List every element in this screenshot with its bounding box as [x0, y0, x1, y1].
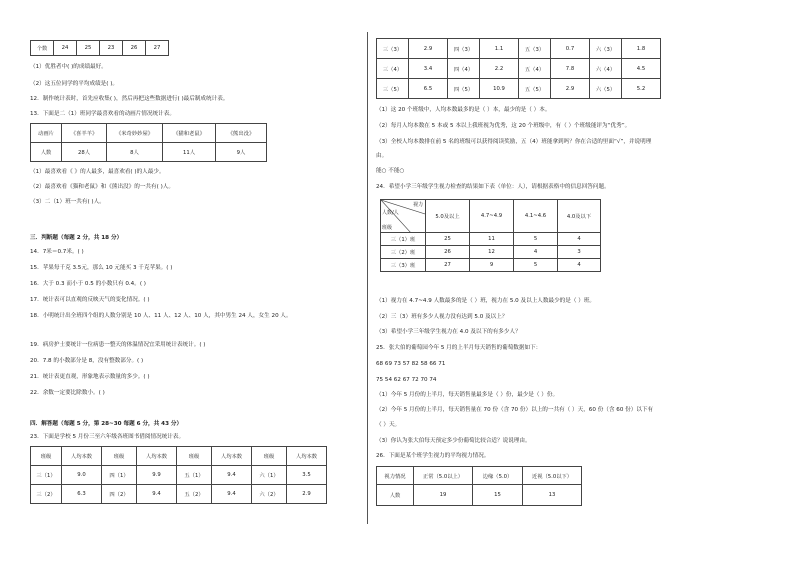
q18: 18．小明统计出全班四个组的人数分别是 10 人、11 人、12 人、10 人，其中男生 24 人，女生 20 人。 — [30, 313, 292, 319]
section3-title: 三．判断题（每题 2 分，共 18 分） — [30, 235, 123, 241]
q24-part3: （3）希望小学三年级学生视力在 4.0 及以下的有多少人？ — [376, 329, 521, 335]
cartoon-value: 11人 — [163, 143, 216, 162]
borrow-cell: 四（3） — [448, 39, 480, 59]
eye-table — [376, 466, 582, 506]
table-row — [377, 59, 661, 79]
q23-part3: （3）全校人均本数排在前 5 名的班级可以获得阅读奖励，五（4）班能拿到吗？你在合适的里面“√”，并说明理 — [376, 139, 652, 145]
vision-header: 4.0及以下 — [558, 200, 601, 233]
vision-cell: 11 — [470, 233, 514, 246]
q17: 17．统计表可以直观的反映天气的变化情况。( ) — [30, 297, 150, 303]
eye-value: 15 — [473, 485, 523, 506]
table-row — [377, 79, 661, 99]
q24-part1: （1）视力在 4.7~4.9 人数最多的是（ ）班，视力在 5.0 及以上人数最少的是（ ）班。 — [376, 298, 596, 304]
vision-cell: 三（1）班 — [381, 233, 426, 246]
eye-value: 13 — [523, 485, 582, 506]
q25-part3: （3）你认为张大伯每天预定多少份葡萄比较合适？说说理由。 — [376, 438, 531, 444]
q23-part2: （2）每月人均本数在 5 本或 5 本以上我班视为优秀，这 20 个班级中，有（ ）个班级能评为“优秀”。 — [376, 123, 631, 129]
borrow-header: 人均本数 — [287, 447, 327, 466]
borrow-header: 班级 — [31, 447, 62, 466]
table-row — [377, 485, 582, 506]
corner-top: 视力 — [412, 202, 423, 208]
q13-intro: 13．下面是二（1）班同学最喜欢看的动画片情况统计表。 — [30, 111, 175, 117]
borrow-header: 人均本数 — [62, 447, 102, 466]
q11-part2: （2）这五位同学的平均成绩是( )。 — [30, 81, 119, 87]
vision-cell: 26 — [426, 246, 470, 259]
borrow-cell: 1.8 — [622, 39, 661, 59]
vision-cell: 25 — [426, 233, 470, 246]
q20: 20．7.8 的小数部分是 8，没有整数部分。( ) — [30, 358, 144, 364]
q13-part3: （3）二（1）班一共有( )人。 — [30, 199, 105, 205]
q22: 22．余数一定要比除数小。( ) — [30, 390, 105, 396]
borrow-cell: 四（1） — [102, 466, 137, 485]
q23-part3-cont: 由。 — [376, 153, 388, 159]
cartoon-row-label: 人数 — [31, 143, 62, 162]
q23-choice: 能○ 不能○ — [376, 168, 405, 174]
cartoon-header: 《喜羊羊》 — [62, 124, 107, 143]
cartoon-table — [30, 123, 267, 162]
q15: 15．苹果每千克 3.5元，那么 10 元能买 3 千克苹果。( ) — [30, 265, 173, 271]
borrow-cell: 6.3 — [62, 485, 102, 504]
borrow-cell: 五（2） — [177, 485, 212, 504]
borrow-cell: 5.2 — [622, 79, 661, 99]
counts-table — [30, 40, 169, 56]
borrow-cell: 6.5 — [409, 79, 448, 99]
borrow-cell: 10.9 — [480, 79, 519, 99]
q19: 19．病房护士要统计一位病患一整天的体温情况宜采用统计表统计。( ) — [30, 342, 206, 348]
vision-cell: 27 — [426, 259, 470, 272]
q14: 14．7米＝0.7米。( ) — [30, 249, 84, 255]
q16: 16．大于 0.3 而小于 0.5 的小数只有 0.4。( ) — [30, 281, 146, 287]
borrow-header: 班级 — [102, 447, 137, 466]
q25-part1: （1）今年 5 月份的上半月，每天销售量最多是（ ）份，最少是（ ）份。 — [376, 392, 559, 398]
corner-bottom: 班级 — [382, 225, 393, 231]
q24-intro: 24．希望小学三年级学生视力检查的结果如下表（单位：人），请根据表格中的信息回答问题。 — [376, 184, 610, 190]
section4-title: 四．解答题（每题 5 分，第 28~30 每题 6 分，共 43 分） — [30, 421, 183, 427]
borrow-cell: 1.1 — [480, 39, 519, 59]
borrow-cell: 三（4） — [377, 59, 409, 79]
table-row — [31, 485, 327, 504]
q25-part2-cont: （ ）天。 — [376, 422, 401, 428]
borrow-cell: 3.5 — [287, 466, 327, 485]
q11-part1: （1）优胜者中( )的成绩最好。 — [30, 64, 107, 70]
borrow-header: 班级 — [177, 447, 212, 466]
cartoon-header: 《米奇妙妙屋》 — [107, 124, 163, 143]
q25-part2: （2）今年 5 月份的上半月，每天销售量在 70 份（含 70 份）以上的一共有（ ）天，60 份（含 60 份）以下有 — [376, 407, 654, 413]
borrow-cell: 9.4 — [137, 485, 177, 504]
cartoon-value: 28人 — [62, 143, 107, 162]
count-cell: 24 — [54, 41, 77, 56]
borrow-cell: 9.4 — [212, 485, 252, 504]
cartoon-value: 9人 — [216, 143, 267, 162]
table-row — [377, 39, 661, 59]
borrow-cell: 六（1） — [252, 466, 287, 485]
borrow-cell: 7.8 — [551, 59, 590, 79]
borrow-header: 人均本数 — [137, 447, 177, 466]
vision-cell: 三（3）班 — [381, 259, 426, 272]
table-row — [381, 259, 601, 272]
borrow-cell: 四（2） — [102, 485, 137, 504]
borrow-cell: 五（4） — [519, 59, 551, 79]
count-cell: 27 — [146, 41, 169, 56]
borrow-cell: 0.7 — [551, 39, 590, 59]
borrow-cell: 六（4） — [590, 59, 622, 79]
borrow-cell: 4.5 — [622, 59, 661, 79]
vision-header: 4.7~4.9 — [470, 200, 514, 233]
vision-cell: 4 — [514, 246, 558, 259]
borrow-cell: 9.4 — [212, 466, 252, 485]
cartoon-header: 《猫和老鼠》 — [163, 124, 216, 143]
borrow-cell: 2.2 — [480, 59, 519, 79]
borrow-cell: 五（1） — [177, 466, 212, 485]
borrow-cell: 9.0 — [62, 466, 102, 485]
table-row — [381, 246, 601, 259]
eye-header: 边缘（5.0） — [473, 467, 523, 485]
eye-header: 正常（5.0以上） — [414, 467, 473, 485]
borrow-cell: 三（1） — [31, 466, 62, 485]
count-cell: 25 — [77, 41, 100, 56]
vision-cell: 3 — [558, 246, 601, 259]
borrow-cell: 三（2） — [31, 485, 62, 504]
borrow-cell: 五（5） — [519, 79, 551, 99]
borrow-table-continued — [376, 38, 661, 99]
borrow-header: 人均本数 — [212, 447, 252, 466]
q26-intro: 26．下面是某个班学生视力的平均视力情况。 — [376, 453, 490, 459]
cartoon-value: 8人 — [107, 143, 163, 162]
count-cell: 23 — [100, 41, 123, 56]
borrow-cell: 六（2） — [252, 485, 287, 504]
column-divider — [367, 32, 368, 524]
vision-cell: 三（2）班 — [381, 246, 426, 259]
vision-cell: 4 — [558, 259, 601, 272]
borrow-cell: 三（5） — [377, 79, 409, 99]
borrow-cell: 2.9 — [409, 39, 448, 59]
q25-intro: 25．张大伯的葡萄园今年 5 月的上半月每天销售的葡萄数据如下： — [376, 345, 542, 351]
vision-cell: 9 — [470, 259, 514, 272]
q21: 21．统计表更直观，形象地表示数量的多少。( ) — [30, 374, 150, 380]
borrow-cell: 五（3） — [519, 39, 551, 59]
vision-table — [380, 199, 601, 272]
borrow-cell: 2.9 — [551, 79, 590, 99]
borrow-cell: 三（3） — [377, 39, 409, 59]
q12-text: 12．制作统计表时，首先应收集( )，然后再把这些数据进行( )最后制成统计表。 — [30, 96, 229, 102]
vision-cell: 5 — [514, 259, 558, 272]
cartoon-header: 动画片 — [31, 124, 62, 143]
counts-label: 个数 — [31, 41, 54, 56]
borrow-cell: 四（5） — [448, 79, 480, 99]
borrow-table — [30, 446, 327, 504]
borrow-cell: 六（3） — [590, 39, 622, 59]
corner-mid: 人数/人 — [382, 210, 399, 216]
q24-part2: （2）三（3）班有多少人视力没有达到 5.0 及以上？ — [376, 314, 508, 320]
q13-part1: （1）最喜欢看《 》的人最多，最喜欢看( )的人最少。 — [30, 169, 165, 175]
borrow-cell: 9.9 — [137, 466, 177, 485]
table-row — [31, 466, 327, 485]
eye-value: 19 — [414, 485, 473, 506]
table-row — [381, 233, 601, 246]
borrow-header: 班级 — [252, 447, 287, 466]
q23-intro: 23．下面是学校 5 月份三至六年级各班图书借阅情况统计表。 — [30, 434, 185, 440]
borrow-cell: 3.4 — [409, 59, 448, 79]
vision-cell: 4 — [558, 233, 601, 246]
eye-header: 视力情况 — [377, 467, 414, 485]
count-cell: 26 — [123, 41, 146, 56]
cartoon-header: 《熊出没》 — [216, 124, 267, 143]
borrow-cell: 六（5） — [590, 79, 622, 99]
q25-numbers-row1: 68 69 73 57 82 58 66 71 — [376, 361, 446, 367]
borrow-cell: 2.9 — [287, 485, 327, 504]
q13-part2: （2）最喜欢看《猫和老鼠》和《熊出没》的一共有( )人。 — [30, 184, 174, 190]
eye-row-label: 人数 — [377, 485, 414, 506]
eye-header: 近视（5.0以下） — [523, 467, 582, 485]
q23-part1: （1）这 20 个班级中，人均本数最多的是（ ）本，最少的是（ ）本。 — [376, 107, 551, 113]
vision-cell: 5 — [514, 233, 558, 246]
vision-header: 4.1~4.6 — [514, 200, 558, 233]
vision-cell: 12 — [470, 246, 514, 259]
vision-header: 5.0及以上 — [426, 200, 470, 233]
borrow-cell: 四（4） — [448, 59, 480, 79]
vision-corner-cell — [381, 200, 426, 233]
q25-numbers-row2: 75 54 62 67 72 70 74 — [376, 377, 437, 383]
